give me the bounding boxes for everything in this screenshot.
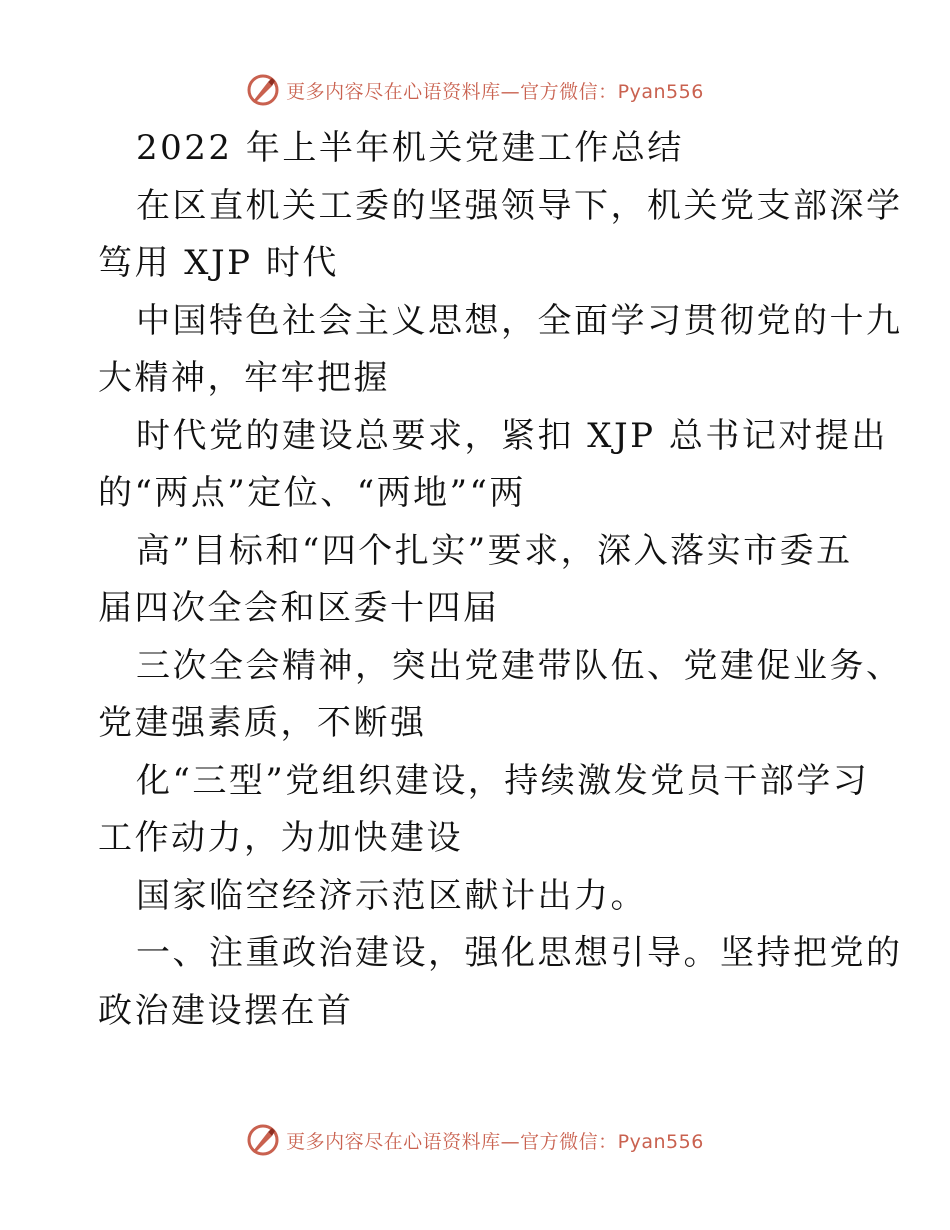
text-line: 高”目标和“四个扎实”要求，深入落实市委五 — [136, 530, 853, 571]
text-line: 届四次全会和区委十四届 — [98, 588, 500, 628]
text-line: 在区直机关工委的坚强领导下，机关党支部深学 — [136, 185, 903, 226]
pen-nib-icon — [246, 1123, 280, 1157]
document-title: 2022 年上半年机关党建工作总结 — [136, 128, 684, 168]
text-line: 化“三型”党组织建设，持续激发党员干部学习 — [136, 760, 870, 801]
text-line: 三次全会精神，突出党建带队伍、党建促业务、 — [136, 645, 903, 686]
text-line: 党建强素质，不断强 — [98, 703, 427, 743]
text-line: 的“两点”定位、“两地”“两 — [98, 473, 526, 513]
text-line: 大精神，牢牢把握 — [98, 358, 390, 398]
document-body — [98, 120, 903, 1040]
text-line: 国家临空经济示范区献计出力。 — [136, 875, 647, 916]
text-line: 工作动力，为加快建设 — [98, 818, 463, 858]
text-line: 中国特色社会主义思想，全面学习贯彻党的十九 — [136, 300, 903, 341]
text-line: 笃用 XJP 时代 — [98, 243, 339, 283]
watermark-text: 更多内容尽在心语资料库—官方微信：Pyan556 — [286, 80, 704, 103]
text-line: 政治建设摆在首 — [98, 990, 354, 1031]
text-line: 时代党的建设总要求，紧扣 XJP 总书记对提出 — [136, 415, 888, 456]
watermark-text: 更多内容尽在心语资料库—官方微信：Pyan556 — [286, 1130, 704, 1153]
watermark-header — [0, 70, 950, 110]
watermark-footer — [0, 1120, 950, 1160]
pen-nib-icon — [246, 73, 280, 107]
section-heading-line: 一、注重政治建设，强化思想引导。坚持把党的 — [136, 933, 903, 973]
